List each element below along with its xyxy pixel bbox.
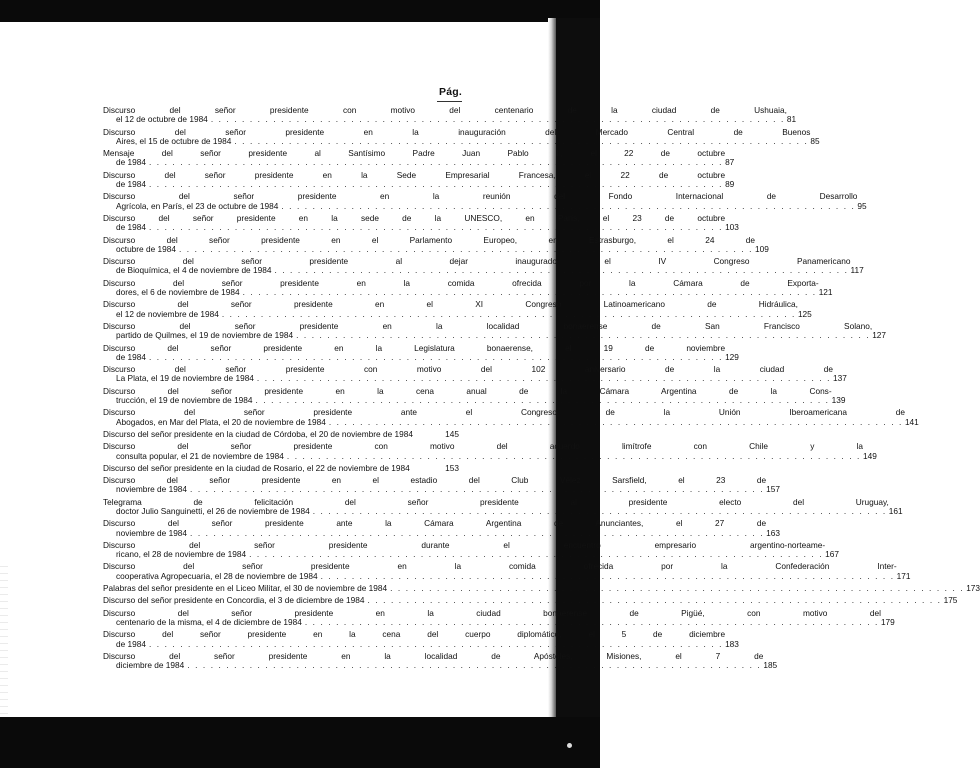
- toc-entry: [103, 583, 980, 594]
- toc-entry-line-1: Discurso del señor presidente con motivo del centenario de la ciudad de Ushuaia,: [103, 105, 787, 115]
- toc-entry-line-2: partido de Quilmes, el 19 de noviembre de 1984: [116, 330, 294, 341]
- toc-page-number: 149: [862, 450, 877, 461]
- toc-page-number: 179: [880, 616, 895, 627]
- toc-entry-title: [103, 214, 725, 233]
- toc-dot-leader: [413, 464, 435, 473]
- toc-entry-title: [103, 236, 755, 255]
- toc-dot-leader: . . . . . . . . . . . . . . . . . . . . . . . . . . . . . . . . . . . . . . . . . . . . . . . . . . . . . . . . . . . . . . . . . . . . . . . . . .: [242, 287, 817, 298]
- toc-entry-title: [103, 541, 825, 560]
- toc-entry-line-1: Palabras del señor presidente en el Liceo Militar, el 30 de noviembre de 1984: [103, 583, 388, 594]
- toc-page-number: 137: [832, 373, 847, 384]
- toc-entry: [103, 595, 958, 606]
- toc-page-number: 171: [896, 570, 911, 581]
- toc-entry-line-1: Discurso del señor presidente en la ciudad de Córdoba, el 20 de noviembre de 1984: [103, 428, 413, 439]
- toc-page-number: 121: [818, 287, 833, 298]
- toc-entry-title: [103, 408, 905, 427]
- toc-entry-line-1: Discurso del señor presidente en la ciudad de Rosario, el 22 de noviembre de 1984: [103, 462, 410, 473]
- toc-entry-title: [103, 149, 725, 168]
- toc-dot-leader: . . . . . . . . . . . . . . . . . . . . . . . . . . . . . . . . . . . . . . . . . . . . . . . . . . . . . . . . . . . . . . . . . . . . . . . . . .: [149, 638, 724, 649]
- toc-entry: [103, 650, 778, 671]
- toc-dot-leader: . . . . . . . . . . . . . . . . . . . . . . . . . . . . . . . . . . . . . . . . . . . . . . . . . . . . . . . . . . . . . . . . . . . . . . . . . .: [187, 660, 762, 671]
- toc-entry-line-2: de 1984: [116, 222, 146, 233]
- toc-entry-line-2: La Plata, el 19 de noviembre de 1984: [116, 373, 254, 384]
- toc-entry-line-1: Mensaje del señor presidente al Santísimo Padre Juan Pablo II, el 22 de octubre: [103, 148, 726, 159]
- toc-entry-line-2: octubre de 1984: [116, 243, 176, 254]
- toc-dot-leader: . . . . . . . . . . . . . . . . . . . . . . . . . . . . . . . . . . . . . . . . . . . . . . . . . . . . . . . . . . . . . . . . . . . . . . . . . .: [286, 450, 861, 461]
- toc-entry-title: [103, 476, 766, 495]
- toc-entry-line-1: Discurso del señor presidente con motivo del acuerdo limítrofe con Chile y la: [103, 441, 863, 452]
- toc-dot-leader: . . . . . . . . . . . . . . . . . . . . . . . . . . . . . . . . . . . . . . . . . . . . . . . . . . . . . . . . . . . . . . . . . . . . . . . . . .: [149, 351, 724, 362]
- toc-entry-line-1: Discurso del señor presidente en el estadio del Club Vélez Sarsfield, el 23 de: [103, 475, 767, 486]
- toc-entry-title: [103, 584, 966, 593]
- toc-dot-leader: . . . . . . . . . . . . . . . . . . . . . . . . . . . . . . . . . . . . . . . . . . . . . . . . . . . . . . . . . . . . . . . . . . . . . . . . . .: [320, 570, 895, 581]
- toc-dot-leader: . . . . . . . . . . . . . . . . . . . . . . . . . . . . . . . . . . . . . . . . . . . . . . . . . . . . . . . . . . . . . . . . . . . . . . . . . .: [234, 135, 809, 146]
- toc-entry-line-1: Discurso del señor presidente en el Parlamento Europeo, en Estrasburgo, el 24 de: [103, 234, 756, 245]
- toc-page-number: 81: [786, 114, 797, 125]
- toc-entry-title: [103, 387, 832, 406]
- toc-dot-leader: . . . . . . . . . . . . . . . . . . . . . . . . . . . . . . . . . . . . . . . . . . . . . . . . . . . . . . . . . . . . . . . . . . . . . . . . . .: [256, 373, 831, 384]
- toc-entry-line-1: Discurso del señor presidente en la comida ofrecida por la Cámara de Exporta-: [103, 277, 819, 288]
- toc-page-number: 167: [825, 549, 839, 560]
- toc-entry-line-1: Discurso del señor presidente en la reunión del Fondo Internacional de Desarrollo: [103, 191, 858, 202]
- toc-entry-line-1: Discurso del señor presidente en la sede de la UNESCO, en París, el 23 de octubre: [103, 212, 726, 223]
- toc-page-number: 127: [872, 330, 887, 341]
- toc-entry-title: [103, 279, 819, 298]
- toc-page-number: 103: [725, 222, 739, 233]
- scan-left-noise: [0, 560, 8, 720]
- toc-dot-leader: . . . . . . . . . . . . . . . . . . . . . . . . . . . . . . . . . . . . . . . . . . . . . . . . . . . . . . . . . . . . . . . . . . . . . . . . . .: [367, 595, 942, 606]
- toc-entry: [103, 342, 739, 363]
- toc-dot-leader: . . . . . . . . . . . . . . . . . . . . . . . . . . . . . . . . . . . . . . . . . . . . . . . . . . . . . . . . . . . . . . . . . . . . . . . . . .: [210, 114, 785, 125]
- toc-entry-line-2: de 1984: [116, 638, 146, 649]
- toc-entry: [103, 299, 812, 319]
- toc-dot-leader: . . . . . . . . . . . . . . . . . . . . . . . . . . . . . . . . . . . . . . . . . . . . . . . . . . . . . . . . . . . . . . . . . . . . . . . . . .: [255, 395, 830, 406]
- toc-entry-title: [103, 365, 833, 384]
- toc-entry-line-2: Abogados, en Mar del Plata, el 20 de noviembre de 1984: [116, 416, 326, 427]
- toc-entry-line-1: Discurso del señor presidente en la cena del cuerpo diplomático, el 5 de diciembre: [103, 629, 726, 640]
- toc-page-number: 125: [797, 308, 812, 319]
- toc-entry: [103, 320, 887, 341]
- toc-dot-leader: [416, 430, 435, 439]
- toc-page-number: 153: [445, 462, 459, 473]
- toc-page-number: 145: [445, 428, 459, 439]
- toc-entry: [103, 169, 735, 190]
- toc-entry-line-1: Discurso del señor presidente en Concordia, el 3 de diciembre de 1984: [103, 595, 365, 606]
- toc-entry-line-1: Discurso del señor presidente en la localidad de Apóstoles, Misiones, el 7 de: [103, 650, 764, 661]
- toc-entry-title: [103, 562, 897, 581]
- toc-dot-leader: . . . . . . . . . . . . . . . . . . . . . . . . . . . . . . . . . . . . . . . . . . . . . . . . . . . . . . . . . . . . . . . . . . . . . . . . . .: [296, 330, 871, 341]
- toc-entry-line-2: cooperativa Agropecuaria, el 28 de noviembre de 1984: [116, 570, 318, 581]
- toc-dot-leader: . . . . . . . . . . . . . . . . . . . . . . . . . . . . . . . . . . . . . . . . . . . . . . . . . . . . . . . . . . . . . . . . . . . . . . . . . .: [190, 484, 765, 495]
- scan-top-border: [0, 0, 600, 22]
- toc-entry-line-1: Discurso del señor presidente al dejar inaugurado el IV Congreso Panamericano: [103, 256, 851, 267]
- toc-entry: [103, 385, 846, 406]
- toc-entry: [103, 561, 911, 581]
- toc-entry-line-1: Discurso del señor presidente en la Legislatura bonaerense, el 19 de noviembre: [103, 342, 726, 353]
- toc-entry: [103, 607, 895, 628]
- toc-entry: [103, 364, 847, 384]
- toc-entry-line-1: Discurso del señor presidente en la ciudad bonaerense de Pigüé, con motivo del: [103, 607, 881, 618]
- toc-page-number: 161: [888, 505, 903, 516]
- toc-dot-leader: . . . . . . . . . . . . . . . . . . . . . . . . . . . . . . . . . . . . . . . . . . . . . . . . . . . . . . . . . . . . . . . . . . . . . . . . . .: [149, 157, 724, 168]
- toc-dot-leader: . . . . . . . . . . . . . . . . . . . . . . . . . . . . . . . . . . . . . . . . . . . . . . . . . . . . . . . . . . . . . . . . . . . . . . . . . .: [149, 222, 724, 233]
- toc-entry-line-1: Discurso del señor presidente con motivo del 102 aniversario de la ciudad de: [103, 364, 833, 375]
- toc-entry-line-2: ricano, el 28 de noviembre de 1984: [116, 549, 247, 560]
- toc-page-number: 175: [943, 595, 958, 606]
- toc-page-number: 95: [857, 200, 867, 211]
- toc-entry-line-2: centenario de la misma, el 4 de diciembre de 1984: [116, 616, 302, 627]
- toc-entry: [103, 629, 739, 649]
- toc-entry-line-2: de 1984: [116, 179, 146, 190]
- toc-entry-title: [103, 630, 725, 649]
- toc-entry-line-1: Discurso del señor presidente en el XI Congreso Latinoamericano de Hidráulica,: [103, 299, 798, 310]
- toc-entry-line-1: Discurso del señor presidente en la comida ofrecida por la Confederación Inter-: [103, 561, 897, 572]
- toc-dot-leader: . . . . . . . . . . . . . . . . . . . . . . . . . . . . . . . . . . . . . . . . . . . . . . . . . . . . . . . . . . . . . . . . . . . . . . . . . .: [328, 416, 903, 427]
- toc-entry: [103, 475, 780, 495]
- toc-entry-line-2: doctor Julio Sanguinetti, el 26 de noviembre de 1984: [116, 505, 310, 516]
- toc-page-number: 87: [725, 157, 735, 168]
- toc-entry-title: [103, 519, 766, 538]
- toc-entry: [103, 464, 459, 473]
- toc-dot-leader: . . . . . . . . . . . . . . . . . . . . . . . . . . . . . . . . . . . . . . . . . . . . . . . . . . . . . . . . . . . . . . . . . . . . . . . . . .: [274, 265, 849, 276]
- toc-entry-line-2: trucción, el 19 de noviembre de 1984: [116, 395, 253, 406]
- toc-dot-leader: . . . . . . . . . . . . . . . . . . . . . . . . . . . . . . . . . . . . . . . . . . . . . . . . . . . . . . . . . . . . . . . . . . . . . . . . . .: [312, 505, 887, 516]
- toc-entry-title: [103, 171, 725, 190]
- toc-entry-title: [103, 652, 763, 671]
- toc-entry-title: [103, 192, 857, 211]
- toc-page-number: 157: [766, 484, 780, 495]
- toc-dot-leader: . . . . . . . . . . . . . . . . . . . . . . . . . . . . . . . . . . . . . . . . . . . . . . . . . . . . . . . . . . . . . . . . . . . . . . . . . .: [149, 179, 724, 190]
- toc-entry-line-2: de 1984: [116, 351, 146, 362]
- toc-page-number: 183: [725, 638, 739, 649]
- toc-page-number: 185: [763, 660, 778, 671]
- toc-entry: [103, 277, 833, 298]
- toc-dot-leader: . . . . . . . . . . . . . . . . . . . . . . . . . . . . . . . . . . . . . . . . . . . . . . . . . . . . . . . . . . . . . . . . . . . . . . . . . .: [221, 308, 796, 319]
- toc-page-number: 129: [725, 351, 739, 362]
- toc-entry: [103, 191, 867, 211]
- toc-entry: [103, 441, 877, 461]
- toc-dot-leader: . . . . . . . . . . . . . . . . . . . . . . . . . . . . . . . . . . . . . . . . . . . . . . . . . . . . . . . . . . . . . . . . . . . . . . . . . .: [190, 527, 765, 538]
- page-column-header: Pág.: [439, 86, 462, 98]
- toc-entry: [103, 539, 839, 560]
- toc-entry-title: [103, 128, 810, 147]
- toc-page-number: 117: [850, 265, 864, 276]
- toc-entry: [103, 148, 735, 168]
- toc-entry-line-2: noviembre de 1984: [116, 527, 188, 538]
- toc-entry-line-1: Discurso del señor presidente ante el Congreso de la Unión Iberoamericana de: [103, 407, 905, 418]
- toc-page-number: 173: [966, 583, 980, 594]
- table-of-contents: [103, 105, 980, 671]
- toc-page-number: 139: [831, 395, 846, 406]
- toc-page-number: 85: [810, 135, 820, 146]
- toc-entry: [103, 407, 919, 427]
- toc-entry: [103, 518, 780, 538]
- toc-entry-line-2: noviembre de 1984: [116, 484, 188, 495]
- toc-entry-title: [103, 442, 863, 461]
- toc-entry-title: [103, 106, 787, 125]
- toc-entry-line-2: consulta popular, el 21 de noviembre de 1984: [116, 450, 284, 461]
- toc-page-number: 163: [766, 527, 780, 538]
- scan-bottom-border: [0, 717, 600, 768]
- toc-page-number: 89: [725, 179, 735, 190]
- toc-entry-line-2: Agrícola, en París, el 23 de octubre de 1984: [116, 200, 279, 211]
- toc-page-number: 109: [755, 243, 769, 254]
- toc-entry-line-1: Discurso del señor presidente durante el encuentro empresario argentino-norteame-: [103, 539, 826, 550]
- toc-entry: [103, 256, 864, 276]
- toc-entry-line-2: el 12 de noviembre de 1984: [116, 308, 219, 319]
- toc-entry-title: [103, 596, 944, 605]
- toc-entry-line-1: Discurso del señor presidente en la inauguración del Mercado Central de Buenos: [103, 126, 811, 137]
- toc-entry-title: [103, 498, 889, 517]
- toc-dot-leader: . . . . . . . . . . . . . . . . . . . . . . . . . . . . . . . . . . . . . . . . . . . . . . . . . . . . . . . . . . . . . . . . . . . . . . . . . .: [281, 200, 856, 211]
- toc-entry-line-1: Discurso del señor presidente ante la Cámara Argentina de Anunciantes, el 27 de: [103, 518, 767, 529]
- toc-entry-line-2: diciembre de 1984: [116, 660, 185, 671]
- toc-entry-title: [103, 464, 437, 473]
- toc-entry-line-2: el 12 de octubre de 1984: [116, 114, 208, 125]
- toc-entry-line-2: de Bioquímica, el 4 de noviembre de 1984: [116, 265, 272, 276]
- toc-entry-title: [103, 257, 851, 276]
- toc-entry-line-2: dores, el 6 de noviembre de 1984: [116, 287, 240, 298]
- toc-dot-leader: . . . . . . . . . . . . . . . . . . . . . . . . . . . . . . . . . . . . . . . . . . . . . . . . . . . . . . . . . . . . . . . . . . . . . . . . . .: [390, 583, 965, 594]
- toc-entry-line-1: Discurso del señor presidente en la Sede Empresarial Francesa, el 22 de octubre: [103, 169, 726, 180]
- toc-entry-line-2: Aires, el 15 de octubre de 1984: [116, 135, 232, 146]
- toc-entry: [103, 234, 769, 255]
- toc-entry-title: [103, 300, 798, 319]
- toc-entry-line-1: Discurso del señor presidente en la localidad bonaerense de San Francisco Solano,: [103, 320, 873, 331]
- toc-entry-title: [103, 322, 872, 341]
- toc-entry-title: [103, 430, 437, 439]
- toc-entry: [103, 430, 459, 439]
- scan-speck: [567, 743, 572, 748]
- toc-dot-leader: . . . . . . . . . . . . . . . . . . . . . . . . . . . . . . . . . . . . . . . . . . . . . . . . . . . . . . . . . . . . . . . . . . . . . . . . . .: [249, 549, 824, 560]
- toc-entry: [103, 105, 797, 125]
- toc-page-number: 141: [904, 416, 919, 427]
- toc-entry-title: [103, 344, 725, 363]
- toc-dot-leader: . . . . . . . . . . . . . . . . . . . . . . . . . . . . . . . . . . . . . . . . . . . . . . . . . . . . . . . . . . . . . . . . . . . . . . . . . .: [178, 243, 754, 254]
- toc-entry-line-1: Discurso del señor presidente en la cena anual de la Cámara Argentina de la Cons-: [103, 385, 832, 396]
- toc-entry-line-2: de 1984: [116, 157, 146, 168]
- page-column-rule: [437, 101, 462, 102]
- toc-dot-leader: . . . . . . . . . . . . . . . . . . . . . . . . . . . . . . . . . . . . . . . . . . . . . . . . . . . . . . . . . . . . . . . . . . . . . . . . . .: [304, 616, 879, 627]
- toc-entry: [103, 126, 820, 147]
- toc-entry: [103, 212, 739, 233]
- toc-entry: [103, 496, 903, 517]
- toc-entry-line-1: Telegrama de felicitación del señor presidente al presidente electo del Uruguay,: [103, 496, 889, 507]
- toc-entry-title: [103, 609, 881, 628]
